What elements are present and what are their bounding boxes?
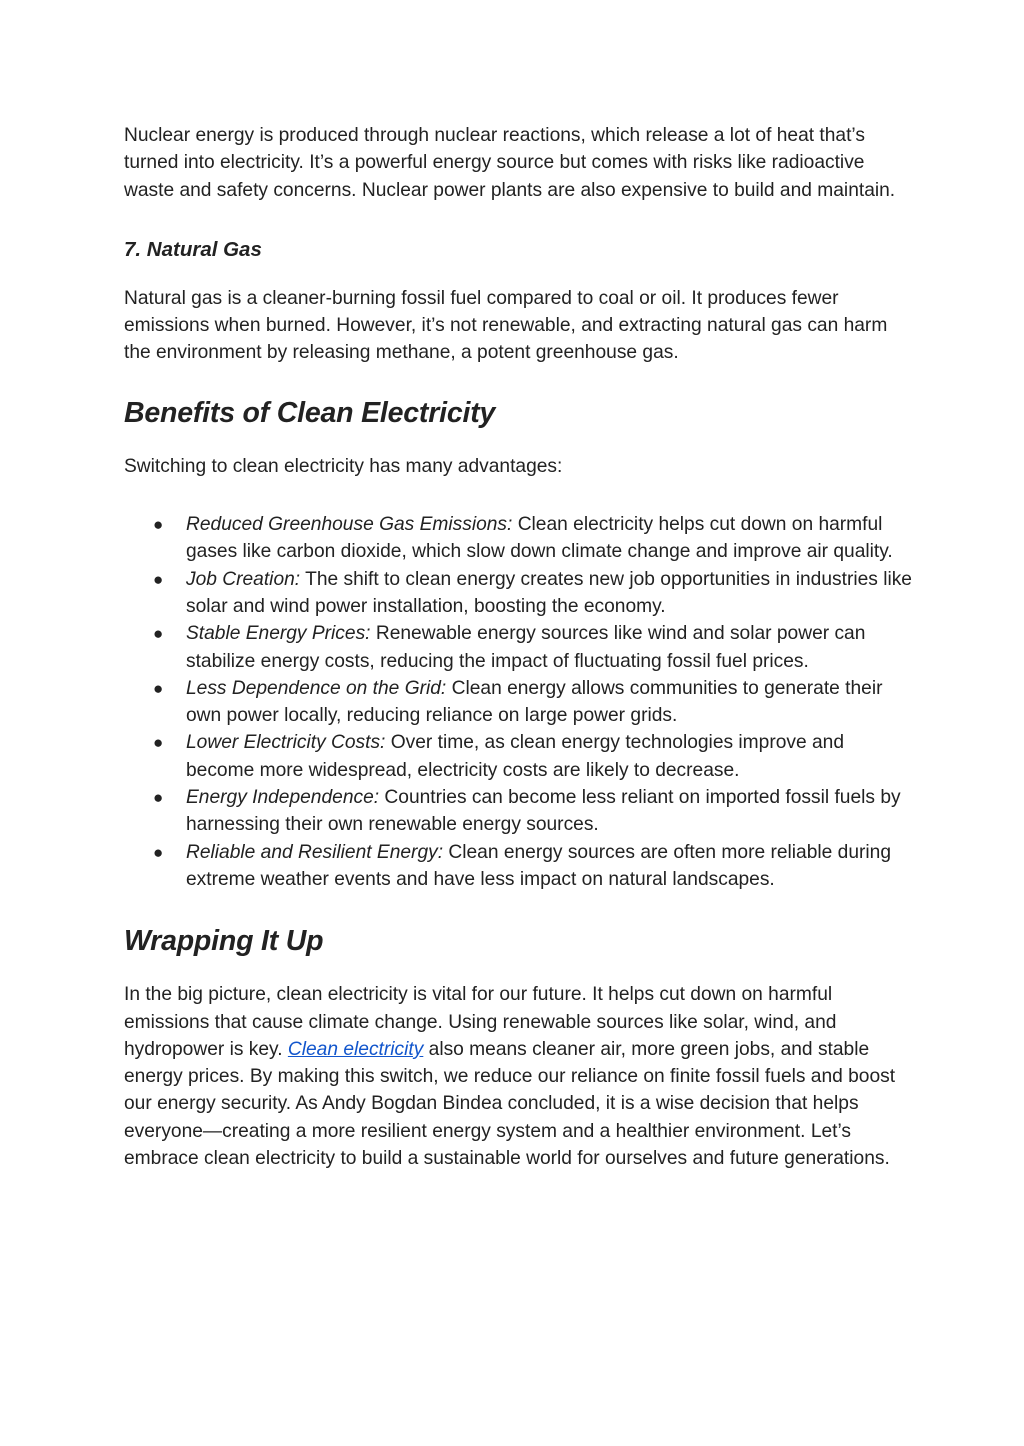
list-item (124, 784, 914, 839)
bullet-icon: ● (153, 569, 164, 589)
natural-gas-heading: 7. Natural Gas (124, 237, 262, 261)
benefit-term: Energy Independence: (186, 787, 380, 809)
bullet-icon: ● (153, 733, 164, 753)
natural-gas-paragraph: Natural gas is a cleaner-burning fossil fuel compared to coal or oil. It produces fewer emissions when burned. However, it’s not renewable, and extracting natural gas can harm the environment by releasing methane, a potent greenhouse gas. (124, 287, 888, 364)
list-item (124, 511, 914, 566)
benefit-term: Stable Energy Prices: (186, 623, 371, 645)
benefits-heading: Benefits of Clean Electricity (124, 396, 496, 429)
bullet-icon: ● (153, 842, 164, 862)
benefit-term: Reduced Greenhouse Gas Emissions: (186, 514, 513, 536)
wrap-up-heading: Wrapping It Up (124, 925, 324, 958)
wrap-up-text-end: also means cleaner air, more green jobs, and stable energy prices. By making this switch, we reduce our reliance on finite fossil fuels and boost our energy security. As Andy Bogdan Bindea concluded, it is a wise decision that helps everyone—creating a more resilient energy system and a healthier environment. Let’s embrace clean electricity to build a sustainable world for ourselves and future generations. (124, 1038, 896, 1170)
benefits-list (124, 511, 914, 893)
benefit-text: The shift to clean energy creates new job opportunities in industries like solar and wind power installation, boosting the economy. (186, 568, 912, 617)
bullet-icon: ● (153, 788, 164, 808)
benefit-term: Lower Electricity Costs: (186, 732, 386, 754)
bullet-icon: ● (153, 624, 164, 644)
list-item (124, 620, 914, 675)
list-item (124, 675, 914, 730)
bullet-icon: ● (153, 515, 164, 535)
benefit-text: Clean energy sources are often more reliable during extreme weather events and have less impact on natural landscapes. (186, 841, 892, 890)
nuclear-paragraph: Nuclear energy is produced through nuclear reactions, which release a lot of heat that’s turned into electricity. It’s a powerful energy source but comes with risks like radioactive waste and safety concerns. Nuclear power plants are also expensive to build and maintain. (124, 125, 896, 201)
document-page (124, 122, 914, 1172)
list-item (124, 729, 914, 784)
list-item (124, 839, 914, 894)
benefit-text: Over time, as clean energy technologies improve and become more widespread, electricity costs are likely to decrease. (186, 732, 844, 781)
bullet-icon: ● (153, 678, 164, 698)
wrap-up-text-start: In the big picture, clean electricity is vital for our future. It helps cut down on harmful emissions that cause climate change. Using renewable sources like solar, wind, and hydropower is key. (124, 984, 837, 1060)
benefit-term: Reliable and Resilient Energy: (186, 841, 444, 863)
wrap-up-paragraph (124, 981, 914, 1172)
clean-electricity-link[interactable]: Clean electricity (287, 1038, 424, 1060)
benefit-text: Clean energy allows communities to generate their own power locally, reducing reliance on large power grids. (186, 677, 883, 727)
benefit-text: Renewable energy sources like wind and solar power can stabilize energy costs, reducing the impact of fluctuating fossil fuel prices. (186, 623, 866, 672)
benefit-term: Job Creation: (186, 568, 301, 590)
benefit-term: Less Dependence on the Grid: (186, 677, 447, 699)
benefit-text: Countries can become less reliant on imported fossil fuels by harnessing their own renewable energy sources. (186, 787, 901, 836)
benefit-text: Clean electricity helps cut down on harmful gases like carbon dioxide, which slow down climate change and improve air quality. (186, 514, 893, 563)
list-item (124, 566, 914, 621)
benefits-intro: Switching to clean electricity has many advantages: (124, 455, 563, 477)
